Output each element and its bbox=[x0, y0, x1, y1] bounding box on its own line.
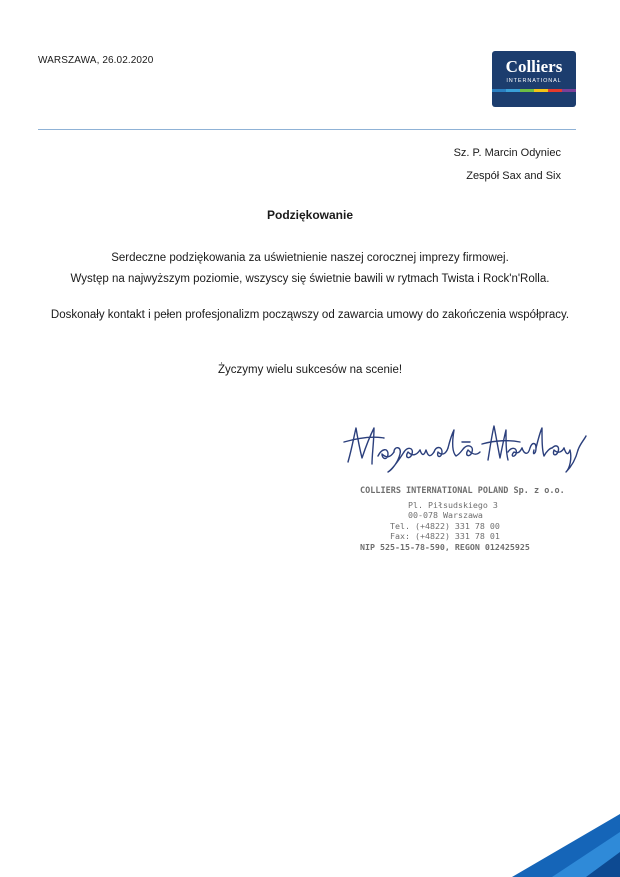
letter-title: Podziękowanie bbox=[266, 208, 354, 222]
logo-stripe-segment bbox=[506, 89, 520, 92]
logo-stripe-segment bbox=[548, 89, 562, 92]
corner-accent-graphic bbox=[512, 814, 620, 877]
body-paragraph: Doskonały kontakt i pełen profesjonalizm począwszy od zawarcia umowy do zakończenia współpracy. bbox=[50, 309, 570, 321]
handwritten-signature bbox=[338, 418, 590, 476]
logo-stripe-segment bbox=[534, 89, 548, 92]
stamp-phone: Tel. (+4822) 331 78 00 bbox=[390, 521, 500, 531]
header-divider bbox=[38, 129, 576, 130]
stamp-street: Pl. Piłsudskiego 3 bbox=[408, 500, 498, 510]
recipient-name: Sz. P. Marcin Odyniec bbox=[453, 147, 561, 159]
stamp-fax: Fax: (+4822) 331 78 01 bbox=[390, 531, 500, 541]
stamp-tax-ids: NIP 525-15-78-590, REGON 012425925 bbox=[360, 542, 530, 552]
recipient-band: Zespół Sax and Six bbox=[466, 170, 561, 182]
closing-line: Życzymy wielu sukcesów na scenie! bbox=[217, 364, 403, 376]
company-stamp bbox=[360, 486, 565, 560]
logo-color-stripe bbox=[492, 89, 576, 92]
logo-stripe-segment bbox=[520, 89, 534, 92]
logo-subtitle: INTERNATIONAL bbox=[506, 78, 562, 84]
place-date: WARSZAWA, 26.02.2020 bbox=[38, 55, 154, 66]
stamp-city: 00-078 Warszawa bbox=[408, 510, 483, 520]
body-paragraph: Występ na najwyższym poziomie, wszyscy się świetnie bawili w rytmach Twista i Rock'n'Rolla. bbox=[70, 273, 550, 285]
body-paragraph: Serdeczne podziękowania za uświetnienie naszej corocznej imprezy firmowej. bbox=[111, 252, 509, 264]
stamp-company-name: COLLIERS INTERNATIONAL POLAND Sp. z o.o. bbox=[360, 486, 565, 496]
colliers-logo bbox=[492, 51, 576, 107]
logo-name: Colliers bbox=[505, 57, 563, 76]
logo-stripe-segment bbox=[492, 89, 506, 92]
logo-stripe-segment bbox=[562, 89, 576, 92]
